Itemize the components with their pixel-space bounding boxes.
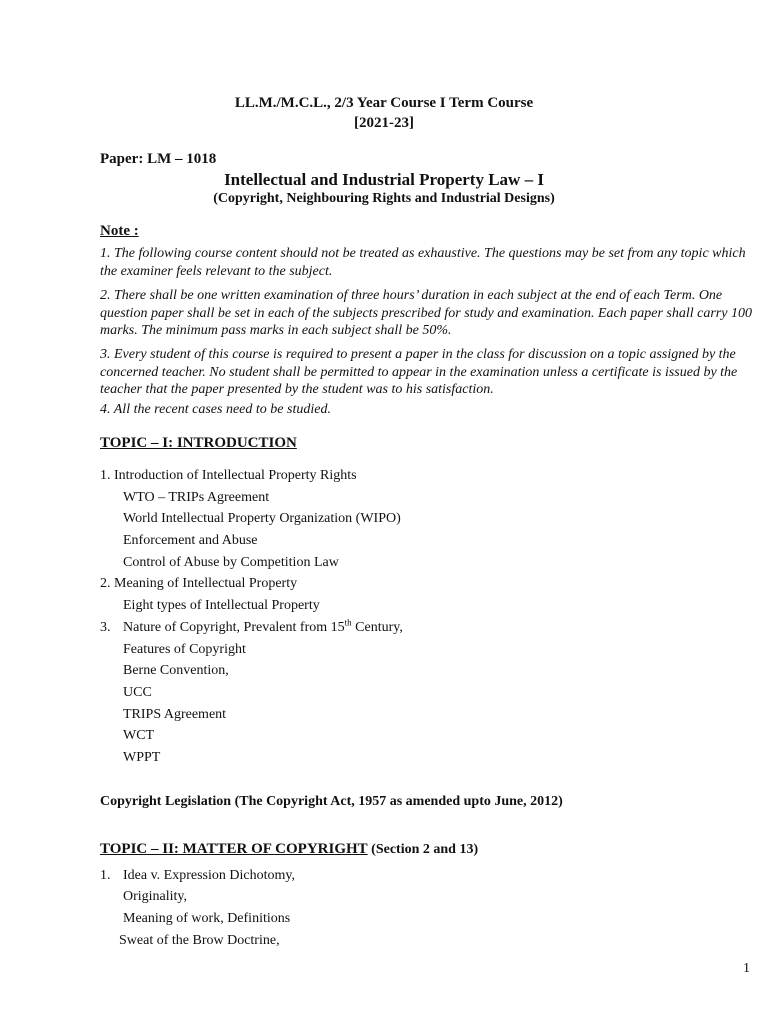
topic-2-heading: TOPIC – II: MATTER OF COPYRIGHT <box>100 841 368 857</box>
topic-2-subitem: Originality, <box>123 889 188 904</box>
topic-2-item-1: Idea v. Expression Dichotomy, <box>123 868 295 883</box>
note-item-3: 3. Every student of this course is required to present a paper in the class for discussion on a topic assigned by the concerned teacher. No student shall be permitted to appear in the examination unless a certificate is issued by the teacher that the paper presented by the student was to his satisfaction. <box>100 347 738 397</box>
topic-2-subitem: Meaning of work, Definitions <box>123 911 291 926</box>
topic-1-subitem: Features of Copyright <box>123 642 246 657</box>
topic-1-subitem: World Intellectual Property Organization (WIPO) <box>123 511 401 526</box>
topic-1-subitem: Control of Abuse by Competition Law <box>123 555 339 570</box>
topic-2-subitem: Sweat of the Brow Doctrine, <box>119 933 280 948</box>
note-item-4: 4. All the recent cases need to be studied. <box>100 402 331 417</box>
course-years: [2021-23] <box>354 115 414 131</box>
paper-title: Intellectual and Industrial Property Law – I <box>224 170 544 189</box>
page-number: 1 <box>743 961 750 976</box>
topic-2-heading-line <box>100 841 478 858</box>
topic-1-item-2: 2. Meaning of Intellectual Property <box>100 576 298 591</box>
superscript-th: th <box>344 617 352 628</box>
topic-1-subitem: Berne Convention, <box>123 663 229 678</box>
topic-1-subitem: WTO – TRIPs Agreement <box>123 490 270 505</box>
paper-subtitle: (Copyright, Neighbouring Rights and Industrial Designs) <box>213 191 555 206</box>
topic-1-subitem: WPPT <box>123 750 161 765</box>
item-3-text-end: Century, <box>351 620 403 635</box>
course-line: LL.M./M.C.L., 2/3 Year Course I Term Course <box>234 95 534 111</box>
note-item-1: 1. The following course content should not be treated as exhaustive. The questions may be set from any topic which the examiner feels relevant to the subject. <box>100 246 746 279</box>
topic-1-item-3 <box>123 617 403 636</box>
copyright-legislation: Copyright Legislation (The Copyright Act, 1957 as amended upto June, 2012) <box>100 794 563 809</box>
topic-1-subitem: WCT <box>123 728 155 743</box>
topic-2-item-1-number: 1. <box>100 868 111 883</box>
paper-code: Paper: LM – 1018 <box>100 151 217 167</box>
topic-2-sections: (Section 2 and 13) <box>367 842 479 857</box>
topic-1-subitem: TRIPS Agreement <box>123 707 227 722</box>
topic-1-heading: TOPIC – I: INTRODUCTION <box>100 435 297 451</box>
topic-1-item-3-number: 3. <box>100 620 111 635</box>
topic-1-subitem: Enforcement and Abuse <box>123 533 258 548</box>
topic-1-subitem: UCC <box>123 685 152 700</box>
topic-1-subitem: Eight types of Intellectual Property <box>123 598 320 613</box>
topic-1-item-1: 1. Introduction of Intellectual Property Rights <box>100 468 357 483</box>
note-label: Note : <box>100 223 139 239</box>
item-3-text: Nature of Copyright, Prevalent from 15 <box>123 620 345 635</box>
note-item-2: 2. There shall be one written examination of three hours’ duration in each subject at the end of each Term. One question paper shall be set in each of the subjects prescribed for study and examination. Each paper shall carry 100 marks. The minimum pass marks in each subject shall be 50%. <box>100 288 752 338</box>
